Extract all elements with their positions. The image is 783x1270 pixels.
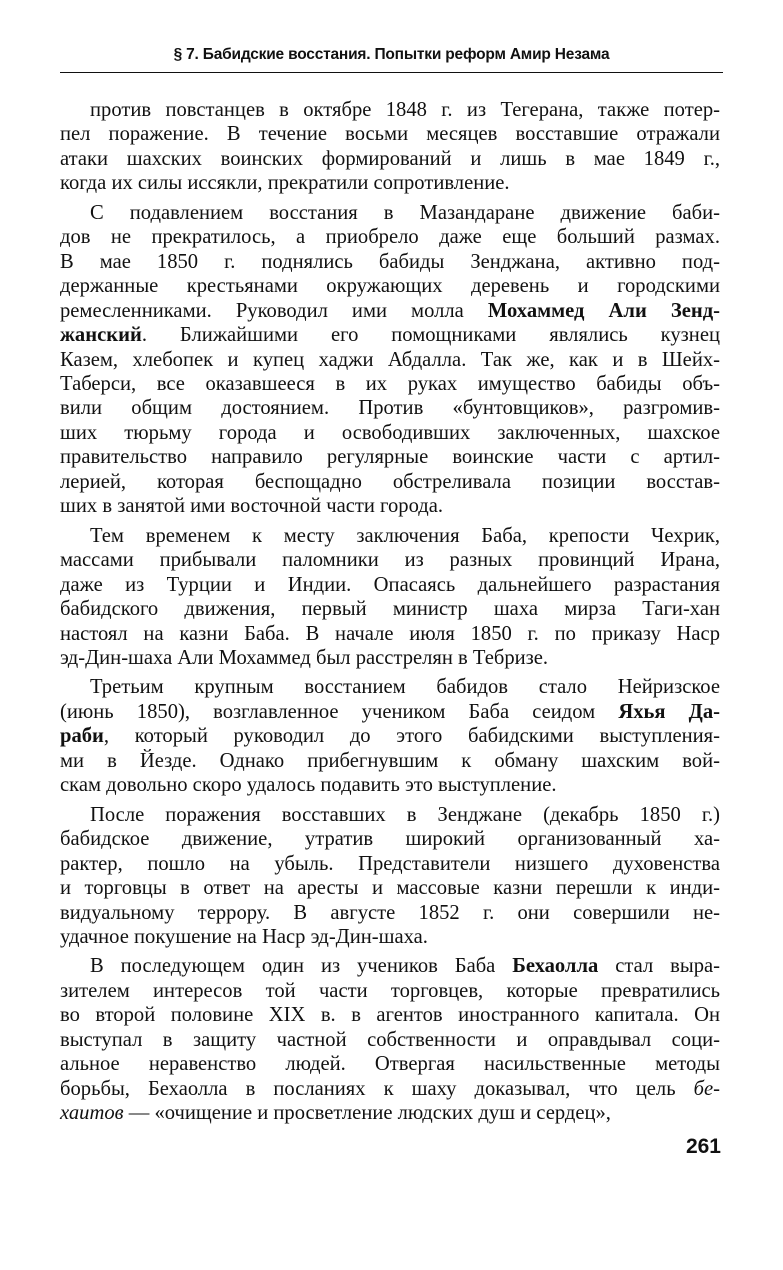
paragraph bbox=[60, 201, 720, 519]
text-line: бабидского движения, первый министр шаха мирза Таги-хан bbox=[60, 598, 720, 621]
bold-term: Бехаолла bbox=[512, 955, 599, 978]
bold-term: Яхья Да- bbox=[618, 700, 720, 723]
text-line: скам довольно скоро удалось подавить это выступление. bbox=[60, 774, 557, 797]
text-line: жанский. Ближайшими его помощниками являлись кузнец bbox=[60, 324, 720, 347]
bold-term: Мохаммед Али Зенд- bbox=[487, 299, 721, 322]
text-line: раби, который руководил до этого бабидскими выступления- bbox=[60, 725, 720, 748]
page-number: 261 bbox=[685, 1135, 721, 1158]
text-line: Таберси, все оказавшееся в их руках имущество бабиды объ- bbox=[60, 372, 720, 395]
text-line: (июнь 1850), возглавленное учеником Баба сеидом Яхья Да- bbox=[60, 700, 720, 723]
bold-term: жанский bbox=[60, 324, 142, 347]
text-line: настоял на казни Баба. В начале июля 1850 г. по приказу Наср bbox=[60, 622, 720, 645]
text-line: дов не прекратилось, а приобрело даже еще больший размах. bbox=[60, 226, 720, 249]
paragraph bbox=[60, 954, 720, 1125]
header-divider bbox=[60, 72, 723, 73]
text-line: держанные крестьянами окружающих деревень и городскими bbox=[60, 275, 720, 298]
paragraph bbox=[60, 675, 720, 797]
text-line: даже из Турции и Индии. Опасаясь дальнейшего разрастания bbox=[60, 573, 720, 596]
text-line: удачное покушение на Наср эд-Дин-шаха. bbox=[60, 925, 428, 948]
text-line: когда их силы иссякли, прекратили сопротивление. bbox=[60, 172, 510, 195]
text-line: атаки шахских воинских формирований и лишь в мае 1849 г., bbox=[60, 147, 720, 170]
text-line: ми в Йезде. Однако прибегнувшим к обману шахским вой- bbox=[60, 749, 720, 772]
text-line: рактер, пошло на убыль. Представители низшего духовенства bbox=[60, 852, 720, 875]
text-line: После поражения восставших в Зенджане (декабрь 1850 г.) bbox=[90, 803, 720, 826]
text-line: вили общим достоянием. Против «бунтовщиков», разгромив- bbox=[60, 397, 720, 420]
running-head-title: § 7. Бабидские восстания. Попытки реформ Амир Незама bbox=[173, 46, 610, 63]
text-line: против повстанцев в октябре 1848 г. из Тегерана, также потер- bbox=[90, 99, 720, 121]
text-line: Третьим крупным восстанием бабидов стало Нейризское bbox=[90, 676, 720, 699]
text-line: видуальному террору. В августе 1852 г. они совершили не- bbox=[60, 901, 720, 924]
text-line: лерией, которая беспощадно обстреливала позиции восстав- bbox=[60, 470, 720, 493]
text-line: пел поражение. В течение восьми месяцев восставшие отражали bbox=[60, 123, 720, 146]
text-line: массами прибывали паломники из разных провинций Ирана, bbox=[60, 549, 720, 572]
text-line: В мае 1850 г. поднялись бабиды Зенджана, активно под- bbox=[60, 250, 720, 273]
text-line: эд-Дин-шаха Али Мохаммед был расстрелян в Тебризе. bbox=[60, 646, 549, 669]
paragraph bbox=[60, 98, 720, 196]
text-line: выступал в защиту частной собственности и оправдывал соци- bbox=[60, 1028, 720, 1051]
text-line: хаитов — «очищение и просветление людских душ и сердец», bbox=[60, 1102, 611, 1125]
paragraph bbox=[60, 803, 720, 950]
paragraph bbox=[60, 524, 720, 671]
text-line: борьбы, Бехаолла в посланиях к шаху доказывал, что цель бе- bbox=[60, 1077, 720, 1100]
text-line: ремесленниками. Руководил ими молла Мохаммед Али Зенд- bbox=[60, 299, 721, 322]
text-line: правительство направило регулярные воинские части с артил- bbox=[60, 446, 720, 469]
page-body bbox=[60, 98, 720, 1131]
text-line: ших в занятой ими восточной части города. bbox=[60, 495, 444, 518]
text-line: ших тюрьму города и освободивших заключенных, шахское bbox=[60, 421, 720, 444]
text-line: зителем интересов той части торговцев, которые превратились bbox=[60, 979, 720, 1002]
text-line: бабидское движение, утратив широкий организованный ха- bbox=[60, 828, 720, 851]
bold-term: раби bbox=[60, 725, 104, 748]
italic-term: бе- bbox=[693, 1077, 720, 1100]
text-line: во второй половине XIX в. в агентов иностранного капитала. Он bbox=[60, 1004, 720, 1027]
italic-term: хаитов bbox=[60, 1102, 124, 1125]
text-line: С подавлением восстания в Мазандаране движение баби- bbox=[90, 201, 720, 224]
text-line: альное неравенство людей. Отвергая насильственные методы bbox=[60, 1053, 720, 1076]
text-line: и торговцы в ответ на аресты и массовые казни перешли к инди- bbox=[60, 877, 720, 900]
text-line: В последующем один из учеников Баба Бехаолла стал выра- bbox=[90, 955, 720, 978]
text-line: Казем, хлебопек и купец хаджи Абдалла. Так же, как и в Шейх- bbox=[60, 348, 720, 371]
text-line: Тем временем к месту заключения Баба, крепости Чехрик, bbox=[90, 524, 720, 547]
